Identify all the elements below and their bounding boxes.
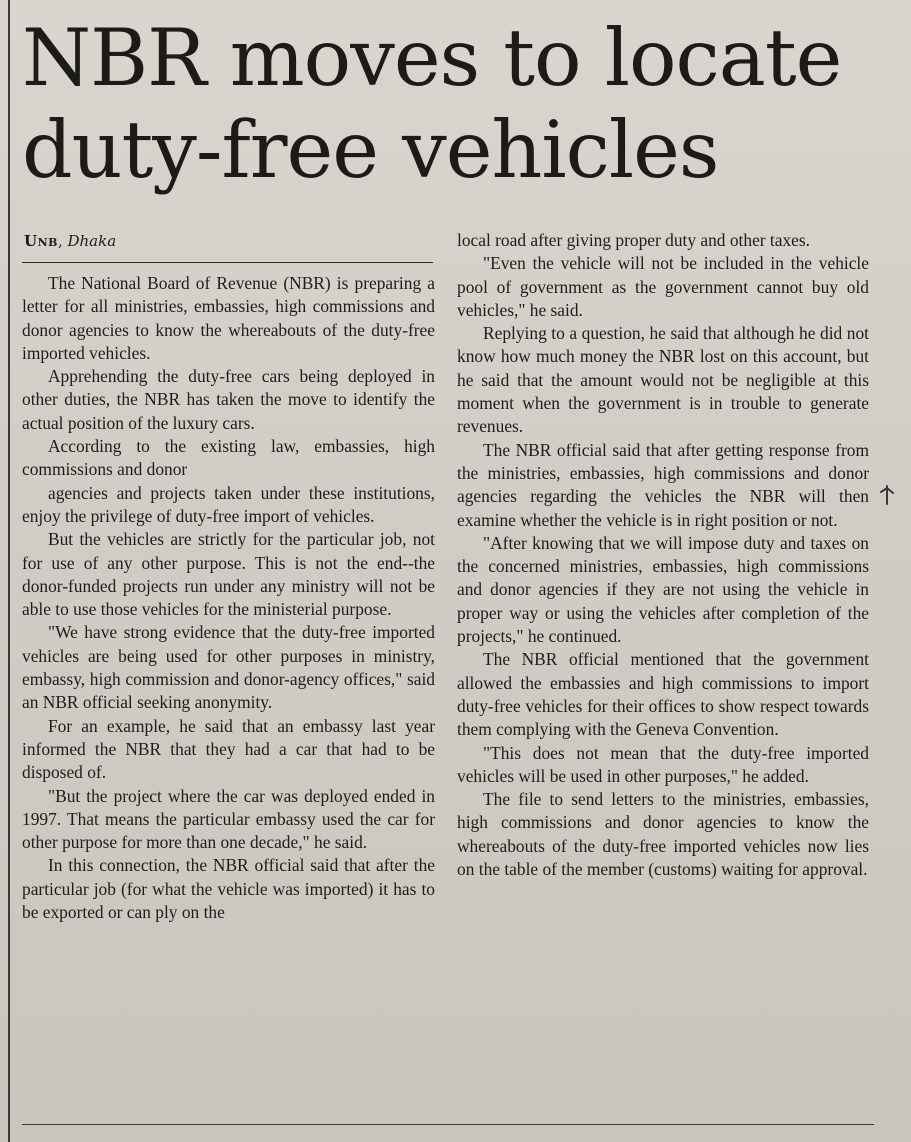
paragraph: The National Board of Revenue (NBR) is preparing a letter for all ministries, embassies, high commissions and donor agencies to know the whereabouts of the duty-free imported vehicles.	[22, 273, 435, 363]
paragraph: "We have strong evidence that the duty-free imported vehicles are being used for other purposes in ministry, embassy, high commission and donor-agency offices," said an NBR official seeking anonymity.	[22, 622, 435, 713]
paragraph: For an example, he said that an embassy last year informed the NBR that they had a car that had to be disposed of.	[22, 715, 435, 783]
byline	[24, 232, 116, 250]
byline-rule	[22, 262, 433, 263]
paragraph: Apprehending the duty-free cars being deployed in other duties, the NBR has taken the move to identify the actual position of the luxury cars.	[22, 366, 435, 433]
paragraph: But the vehicles are strictly for the particular job, not for use of any other purpose. This is not the end--the donor-funded projects run under any ministry will not be able to use those vehicles for the ministerial purpose.	[22, 529, 435, 620]
paragraph: According to the existing law, embassies, high commissions and donor	[22, 436, 435, 480]
byline-agency: Unb	[24, 232, 58, 250]
byline-place: Dhaka	[67, 232, 117, 250]
paragraph: "Even the vehicle will not be included in the vehicle pool of government as the government cannot buy old vehicles," he said.	[457, 253, 869, 320]
paragraph: local road after giving proper duty and other taxes.	[457, 230, 811, 250]
bottom-rule	[22, 1124, 874, 1125]
paragraph: Replying to a question, he said that although he did not know how much money the NBR lost on this account, but he said that the amount would not be negligible at this moment when the government is in trouble to generate revenues.	[457, 323, 869, 437]
column-rule-left	[8, 0, 10, 1142]
pencil-mark-icon	[878, 484, 896, 508]
article-column-2	[457, 229, 869, 881]
article-column-1	[22, 272, 435, 924]
paragraph: "This does not mean that the duty-free imported vehicles will be used in other purposes," he added.	[457, 742, 869, 786]
paragraph: "After knowing that we will impose duty and taxes on the concerned ministries, embassies, high commissions and donor agencies if they are not using the vehicle in proper way or using the vehicles after completion of the projects," he continued.	[457, 532, 869, 647]
paragraph: The NBR official said that after getting response from the ministries, embassies, high commissions and donor agencies regarding the vehicles the NBR will then examine whether the vehicle is in right position or not.	[457, 439, 869, 530]
byline-separator: ,	[57, 232, 68, 250]
paragraph: "But the project where the car was deployed ended in 1997. That means the particular embassy used the car for other purpose for more than one decade," he said.	[22, 785, 435, 853]
headline: NBR moves to locate duty-free vehicles	[22, 12, 842, 196]
paragraph: In this connection, the NBR official said that after the particular job (for what the vehicle was imported) it has to be exported or can ply on the	[22, 855, 435, 923]
paragraph: agencies and projects taken under these institutions, enjoy the privilege of duty-free import of vehicles.	[22, 482, 435, 526]
paragraph: The NBR official mentioned that the government allowed the embassies and high commissions to import duty-free vehicles for their offices to show respect towards them complying with the Geneva Convention.	[457, 649, 869, 740]
paragraph: The file to send letters to the ministries, embassies, high commissions and donor agencies to know the whereabouts of the duty-free imported vehicles now lies on the table of the member (customs) waiting for approval.	[457, 789, 869, 880]
